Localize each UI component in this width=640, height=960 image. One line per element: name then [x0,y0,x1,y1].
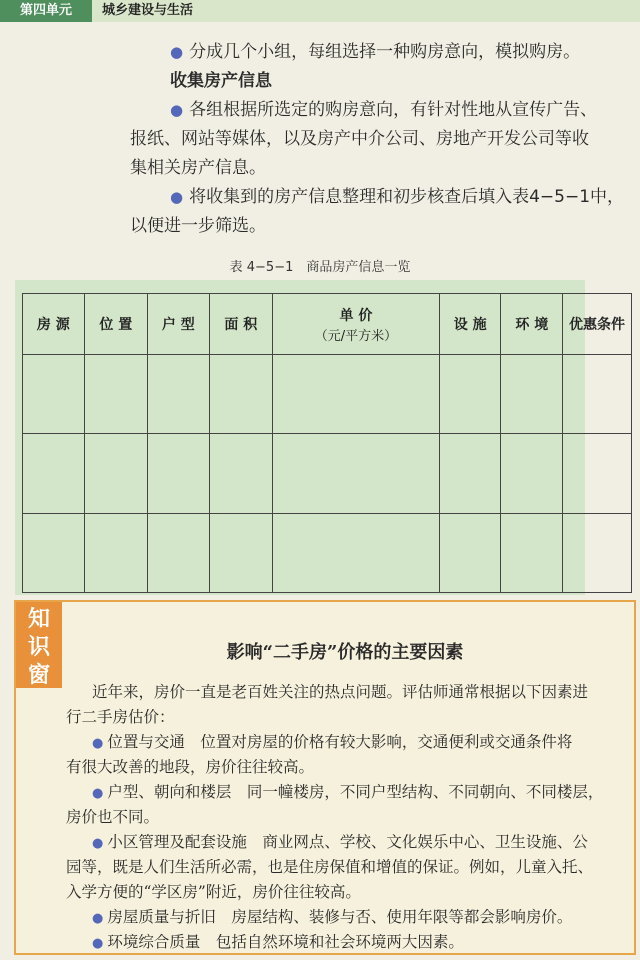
col-header-source: 房 源 [23,294,85,355]
table-row [23,434,632,513]
table-cell[interactable] [23,513,85,592]
property-info-table [22,293,632,593]
table-cell[interactable] [209,355,272,434]
knowledge-item-2-line-2: 房价也不同。 [66,808,160,826]
knowledge-intro-line-1: 近年来，房价一直是老百姓关注的热点问题。评估师通常根据以下因素进 [92,683,589,701]
col-header-area: 面 积 [209,294,272,355]
knowledge-tab-char: 识 [27,635,50,660]
bullet-3-line-2: 以便进一步筛选。 [130,216,266,236]
table-cell[interactable] [84,434,147,513]
bullet-dot-icon: ● [92,786,104,801]
bullet-3-line-1: ● 将收集到的房产信息整理和初步核查后填入表4−5−1中， [170,187,625,207]
col-header-facilities: 设 施 [439,294,501,355]
knowledge-tab-char: 知 [27,607,50,632]
table-caption: 表 4−5−1 商品房产信息一览 [229,260,411,275]
table-cell[interactable] [563,355,632,434]
table-cell[interactable] [563,513,632,592]
bullet-1: ● 分成几个小组，每组选择一种购房意向，模拟购房。 [170,42,581,62]
table-cell[interactable] [273,355,440,434]
knowledge-item-1-line-2: 有很大改善的地段，房价往往较高。 [66,758,315,776]
col-header-discount: 优惠条件 [563,294,632,355]
table-row [23,513,632,592]
table-cell[interactable] [439,434,501,513]
table-row [23,355,632,434]
knowledge-item-4: ● 房屋质量与折旧 房屋结构、装修与否、使用年限等都会影响房价。 [92,908,573,926]
knowledge-item-1-line-1: ● 位置与交通 位置对房屋的价格有较大影响，交通便利或交通条件将 [92,733,573,751]
unit-price-label: 单 价 [339,307,373,324]
bullet-dot-icon: ● [170,101,184,119]
bullet-dot-icon: ● [92,736,104,751]
section-heading: 收集房产信息 [170,71,272,91]
table-cell[interactable] [439,355,501,434]
bullet-2-line-2: 报纸、网站等媒体，以及房产中介公司、房地产开发公司等收 [130,129,589,149]
table-cell[interactable] [148,434,210,513]
table-cell[interactable] [148,355,210,434]
unit-price-unit: （元/平方米） [314,328,398,344]
knowledge-item-3-line-2: 园等，既是人们生活所必需，也是住房保值和增值的保证。例如，儿童入托、 [66,858,594,876]
unit-label: 第四单元 [0,0,92,22]
table-cell[interactable] [84,355,147,434]
bullet-dot-icon: ● [92,936,104,951]
knowledge-tab-char: 窗 [27,663,50,688]
bullet-2-line-3: 集相关房产信息。 [130,158,266,178]
knowledge-item-3-line-3: 入学方便的“学区房”附近，房价往往较高。 [66,883,361,901]
bullet-dot-icon: ● [170,43,184,61]
table-cell[interactable] [273,513,440,592]
table-cell[interactable] [23,434,85,513]
bullet-dot-icon: ● [92,836,104,851]
table-cell[interactable] [23,355,85,434]
knowledge-intro-line-2: 行二手房估价： [66,708,175,726]
bullet-2-line-1: ● 各组根据所选定的购房意向，有针对性地从宣传广告、 [170,100,598,120]
table-cell[interactable] [148,513,210,592]
table-header-row [23,294,632,355]
col-header-location: 位 置 [84,294,147,355]
table-cell[interactable] [501,513,563,592]
table-cell[interactable] [501,355,563,434]
table-cell[interactable] [209,434,272,513]
knowledge-item-5: ● 环境综合质量 包括自然环境和社会环境两大因素。 [92,933,464,951]
knowledge-item-3-line-1: ● 小区管理及配套设施 商业网点、学校、文化娱乐中心、卫生设施、公 [92,833,588,851]
table-cell[interactable] [209,513,272,592]
table-cell[interactable] [273,434,440,513]
table-cell[interactable] [84,513,147,592]
table-cell[interactable] [501,434,563,513]
table-cell[interactable] [563,434,632,513]
col-header-environment: 环 境 [501,294,563,355]
knowledge-title: 影响“二手房”价格的主要因素 [226,642,464,663]
col-header-layout: 户 型 [148,294,210,355]
bullet-dot-icon: ● [170,188,184,206]
col-header-unit-price [273,294,440,355]
knowledge-item-2-line-1: ● 户型、朝向和楼层 同一幢楼房，不同户型结构、不同朝向、不同楼层， [92,783,604,801]
knowledge-tab [16,602,62,688]
bullet-dot-icon: ● [92,911,104,926]
unit-title: 城乡建设与生活 [92,0,640,22]
table-cell[interactable] [439,513,501,592]
